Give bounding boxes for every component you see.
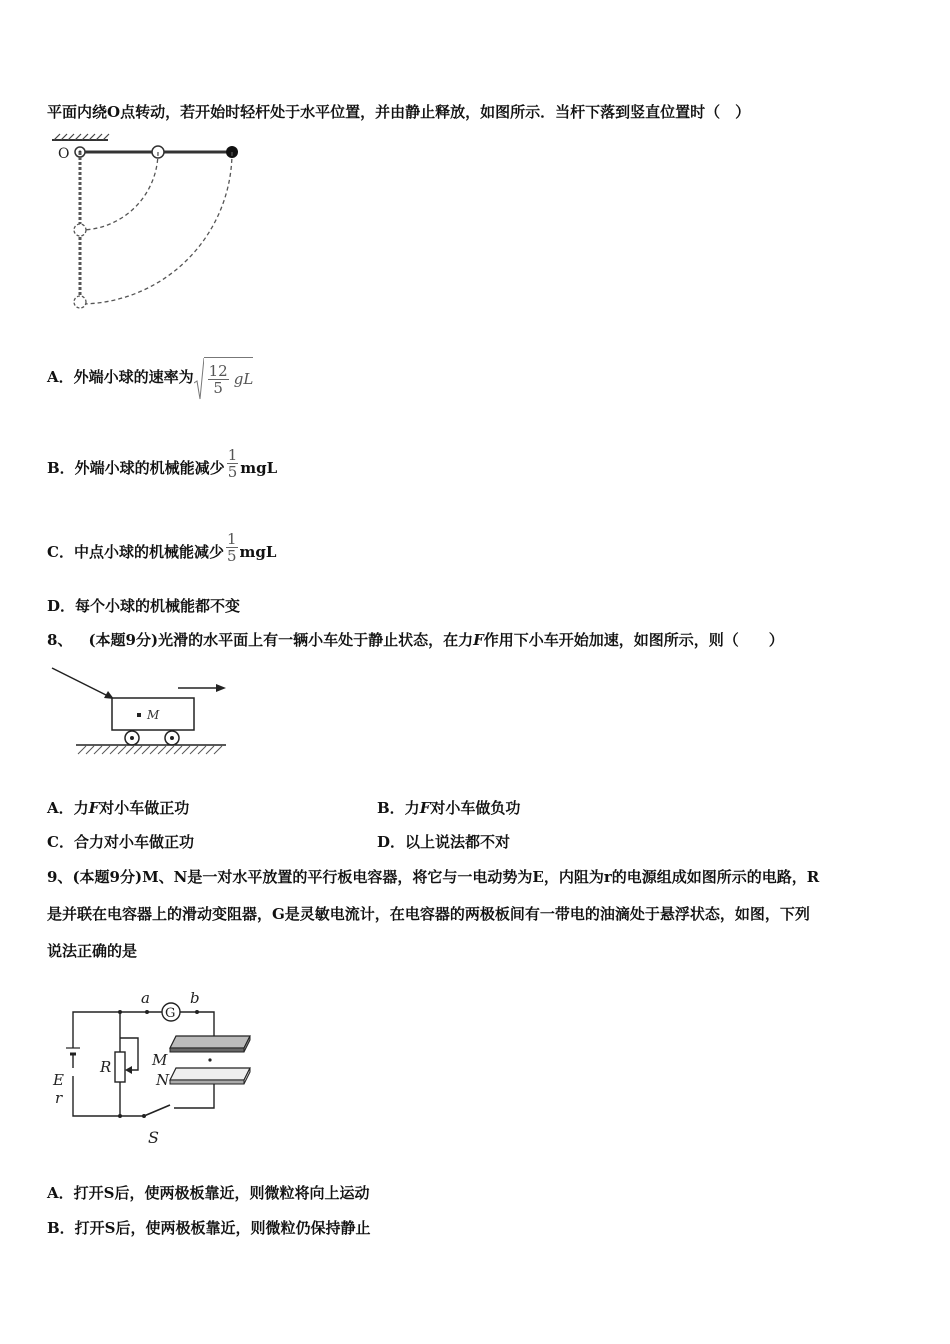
cart-figure <box>48 664 233 756</box>
circuit-wires <box>73 1012 214 1116</box>
node-b-label: b <box>190 989 200 1007</box>
resistor-R-label: R <box>100 1058 112 1076</box>
capacitor-circuit-figure <box>48 988 263 1148</box>
rheostat <box>115 1052 125 1082</box>
q9-stem-line-3: 说法正确的是 <box>47 942 138 960</box>
switch-S-label: S <box>148 1128 159 1147</box>
q7-stem: 平面内绕O点转动，若开始时轻杆处于水平位置，并由静止释放，如图所示．当杆下落到竖直位置时（ ） <box>47 103 751 121</box>
q8-option-c: C．合力对小车做正功 <box>47 833 194 851</box>
switch-blade <box>144 1105 170 1116</box>
q8-option-a: A．力F对小车做正功 <box>47 799 190 817</box>
ground-hatch <box>78 746 222 754</box>
cart-mass-label: M <box>147 708 160 722</box>
M-label: M <box>152 1051 168 1069</box>
internal-r-label: r <box>55 1089 63 1107</box>
force-arrow <box>52 668 112 698</box>
middle-arc <box>80 152 158 230</box>
rod-rotation-figure <box>44 132 254 317</box>
end-ball-final <box>74 296 86 308</box>
q9-option-b: B．打开S后，使两极板靠近，则微粒仍保持静止 <box>47 1219 371 1237</box>
q7-option-b: B．外端小球的机械能减少 $\frac{1}{5}$ mgL <box>47 446 278 481</box>
plate-N <box>170 1068 250 1080</box>
q9-stem-line-2: 是并联在电容器上的滑动变阻器，G是灵敏电流计，在电容器的两极板间有一带电的油滴处于悬浮状态，如图，下列 <box>47 905 810 923</box>
q7-option-d: D．每个小球的机械能都不变 <box>47 597 241 615</box>
sqrt-expression: $\frac{12}{5}$ gL <box>194 357 254 399</box>
q8-stem: 8、 (本题9分)光滑的水平面上有一辆小车处于静止状态，在力F作用下小车开始加速，如图所示，则（ ） <box>47 631 784 649</box>
node-a-label: a <box>141 989 150 1007</box>
q9-option-a: A．打开S后，使两极板靠近，则微粒将向上运动 <box>47 1184 370 1202</box>
end-arc <box>80 152 232 304</box>
q7-option-c: C．中点小球的机械能减少 $\frac{1}{5}$ mgL <box>47 530 277 565</box>
middle-ball-final <box>74 224 86 236</box>
pivot-label: O <box>58 146 70 162</box>
oil-drop <box>208 1058 211 1061</box>
N-label: N <box>156 1071 170 1089</box>
plate-M <box>170 1036 250 1048</box>
svg-text:G: G <box>165 1006 176 1021</box>
q9-stem-line-1: 9、(本题9分)M、N是一对水平放置的平行板电容器，将它与一电动势为E，内阻为r的电源组成如图所示的电路，R <box>47 868 820 886</box>
q7-option-a: A．外端小球的速率为 $\frac{12}{5}$ gL <box>47 357 253 399</box>
emf-E-label: E <box>53 1071 64 1089</box>
q8-option-b: B．力F对小车做负功 <box>377 799 521 817</box>
q8-option-d: D．以上说法都不对 <box>377 833 511 851</box>
